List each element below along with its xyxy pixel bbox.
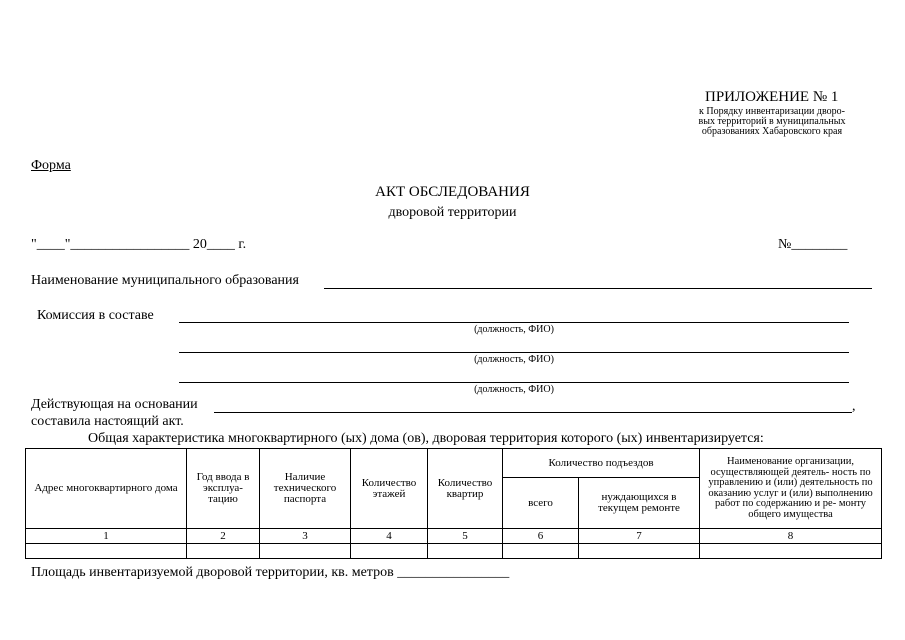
municipality-line[interactable] [324, 288, 872, 289]
act-number-field[interactable]: №________ [778, 237, 848, 252]
header-entrances-repair: нуждающихся в текущем ремонте [579, 478, 700, 529]
header-floors: Количество этажей [351, 449, 428, 529]
header-passport: Наличие технического паспорта [260, 449, 351, 529]
cell-entrances-repair[interactable] [579, 544, 700, 559]
act-title: АКТ ОБСЛЕДОВАНИЯ [375, 184, 530, 200]
appendix-line-3: образованиях Хабаровского края [701, 126, 843, 137]
header-entrances-total: всего [503, 478, 579, 529]
municipality-label: Наименование муниципального образования [31, 273, 299, 288]
col-number-2: 2 [187, 529, 260, 544]
header-apartments: Количество квартир [428, 449, 503, 529]
col-number-8: 8 [700, 529, 882, 544]
basis-comma: , [852, 399, 856, 414]
commission-label: Комиссия в составе [37, 308, 154, 323]
cell-apartments[interactable] [428, 544, 503, 559]
col-number-5: 5 [428, 529, 503, 544]
col-number-4: 4 [351, 529, 428, 544]
date-field[interactable]: "____"_________________ 20____ г. [31, 237, 247, 252]
form-label: Форма [31, 158, 71, 173]
col-number-7: 7 [579, 529, 700, 544]
appendix-line-2: вых территорий в муниципальных [698, 116, 846, 127]
appendix-line-1: к Порядку инвентаризации дворо- [699, 106, 845, 117]
area-field[interactable]: Площадь инвентаризуемой дворовой территории, кв. метров ________________ [31, 565, 510, 580]
commission-line-2[interactable] [179, 352, 849, 353]
commission-line-1[interactable] [179, 322, 849, 323]
header-year: Год ввода в эксплуа- тацию [187, 449, 260, 529]
commission-line-3[interactable] [179, 382, 849, 383]
cell-passport[interactable] [260, 544, 351, 559]
header-address: Адрес многоквартирного дома [26, 449, 187, 529]
act-subtitle: дворовой территории [388, 205, 517, 220]
cell-floors[interactable] [351, 544, 428, 559]
cell-entrances-total[interactable] [503, 544, 579, 559]
header-entrances: Количество подъездов [503, 449, 700, 478]
cell-year[interactable] [187, 544, 260, 559]
cell-address[interactable] [26, 544, 187, 559]
basis-line[interactable] [214, 412, 852, 413]
col-number-1: 1 [26, 529, 187, 544]
cell-organization[interactable] [700, 544, 882, 559]
col-number-3: 3 [260, 529, 351, 544]
compiled-text: составила настоящий акт. [31, 414, 184, 429]
characteristics-table [25, 448, 882, 559]
col-number-6: 6 [503, 529, 579, 544]
table-caption: Общая характеристика многоквартирного (ых) дома (ов), дворовая территория которого (ых) инвентаризируется: [88, 431, 764, 446]
appendix-title: ПРИЛОЖЕНИЕ № 1 [705, 89, 839, 105]
position-hint-2: (должность, ФИО) [474, 354, 554, 365]
position-hint-1: (должность, ФИО) [474, 324, 554, 335]
basis-label: Действующая на основании [31, 397, 198, 412]
header-organization: Наименование организации, осуществляющей деятель- ность по управлению и (или) деятельность по оказанию услуг и (или) выполнению работ по содержанию и ре- монту общего имущества [700, 449, 882, 529]
position-hint-3: (должность, ФИО) [474, 384, 554, 395]
